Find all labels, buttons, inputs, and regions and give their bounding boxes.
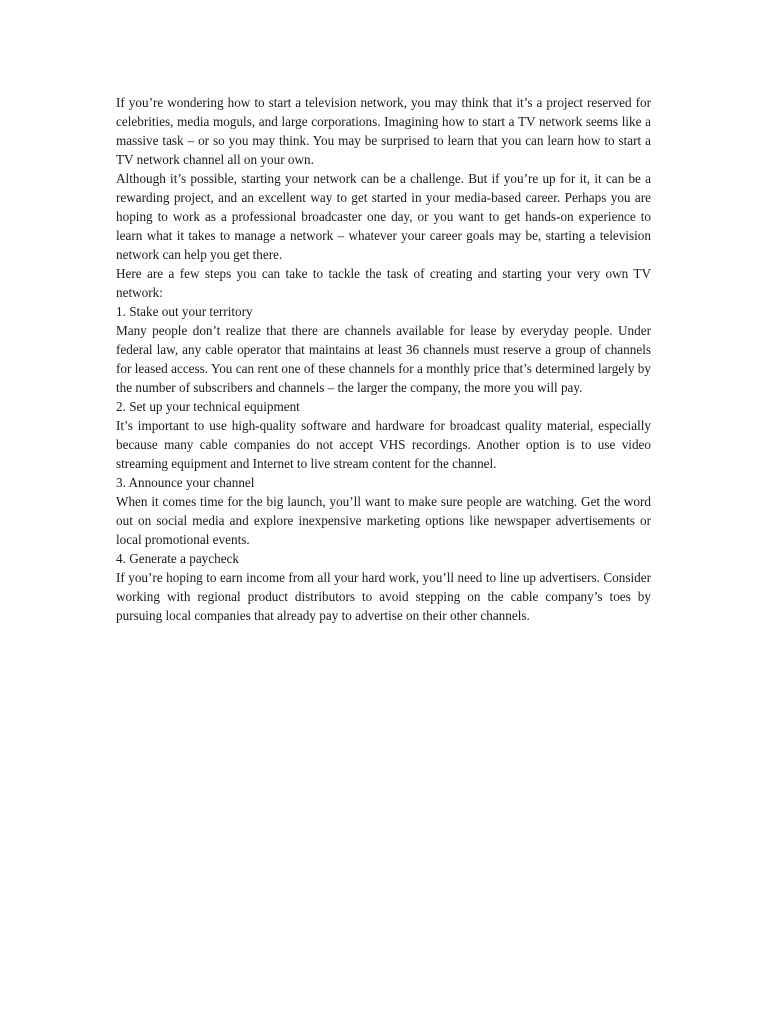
step-body: Many people don’t realize that there are channels available for lease by everyday people. Under federal law, any cable operator that maintains at least 36 channels must reserve a group of channels for leased access. You can rent one of these channels for a monthly price that’s determined largely by the number of subscribers and channels – the larger the company, the more you will pay. (116, 323, 651, 395)
step-body: It’s important to use high-quality software and hardware for broadcast quality material, especially because many cable companies do not accept VHS recordings. Another option is to use video streaming equipment and Internet to live stream content for the channel. (116, 418, 651, 471)
intro-paragraph: Here are a few steps you can take to tackle the task of creating and starting your very own TV network: (116, 266, 651, 300)
step-body: If you’re hoping to earn income from all your hard work, you’ll need to line up advertisers. Consider working with regional product distributors to avoid stepping on the cable company’s toes by pursuing local companies that already pay to advertise on their other channels. (116, 570, 651, 623)
intro-paragraph: If you’re wondering how to start a television network, you may think that it’s a project reserved for celebrities, media moguls, and large corporations. Imagining how to start a TV network seems like a massive task – or so you may think. You may be surprised to learn that you can learn how to start a TV network channel all on your own. (116, 95, 651, 167)
step-body: When it comes time for the big launch, you’ll want to make sure people are watching. Get the word out on social media and explore inexpensive marketing options like newspaper advertisements or local promotional events. (116, 494, 651, 547)
step-heading: 1. Stake out your territory (116, 304, 253, 319)
step-heading: 2. Set up your technical equipment (116, 399, 300, 414)
document-page (116, 93, 651, 625)
step-heading: 4. Generate a paycheck (116, 551, 240, 566)
step-heading: 3. Announce your channel (116, 475, 255, 490)
intro-paragraph: Although it’s possible, starting your network can be a challenge. But if you’re up for it, it can be a rewarding project, and an excellent way to get started in your media-based career. Perhaps you are hoping to work as a professional broadcaster one day, or you want to get hands-on experience to learn what it takes to manage a network – whatever your career goals may be, starting a television network can help you get there. (116, 171, 651, 262)
